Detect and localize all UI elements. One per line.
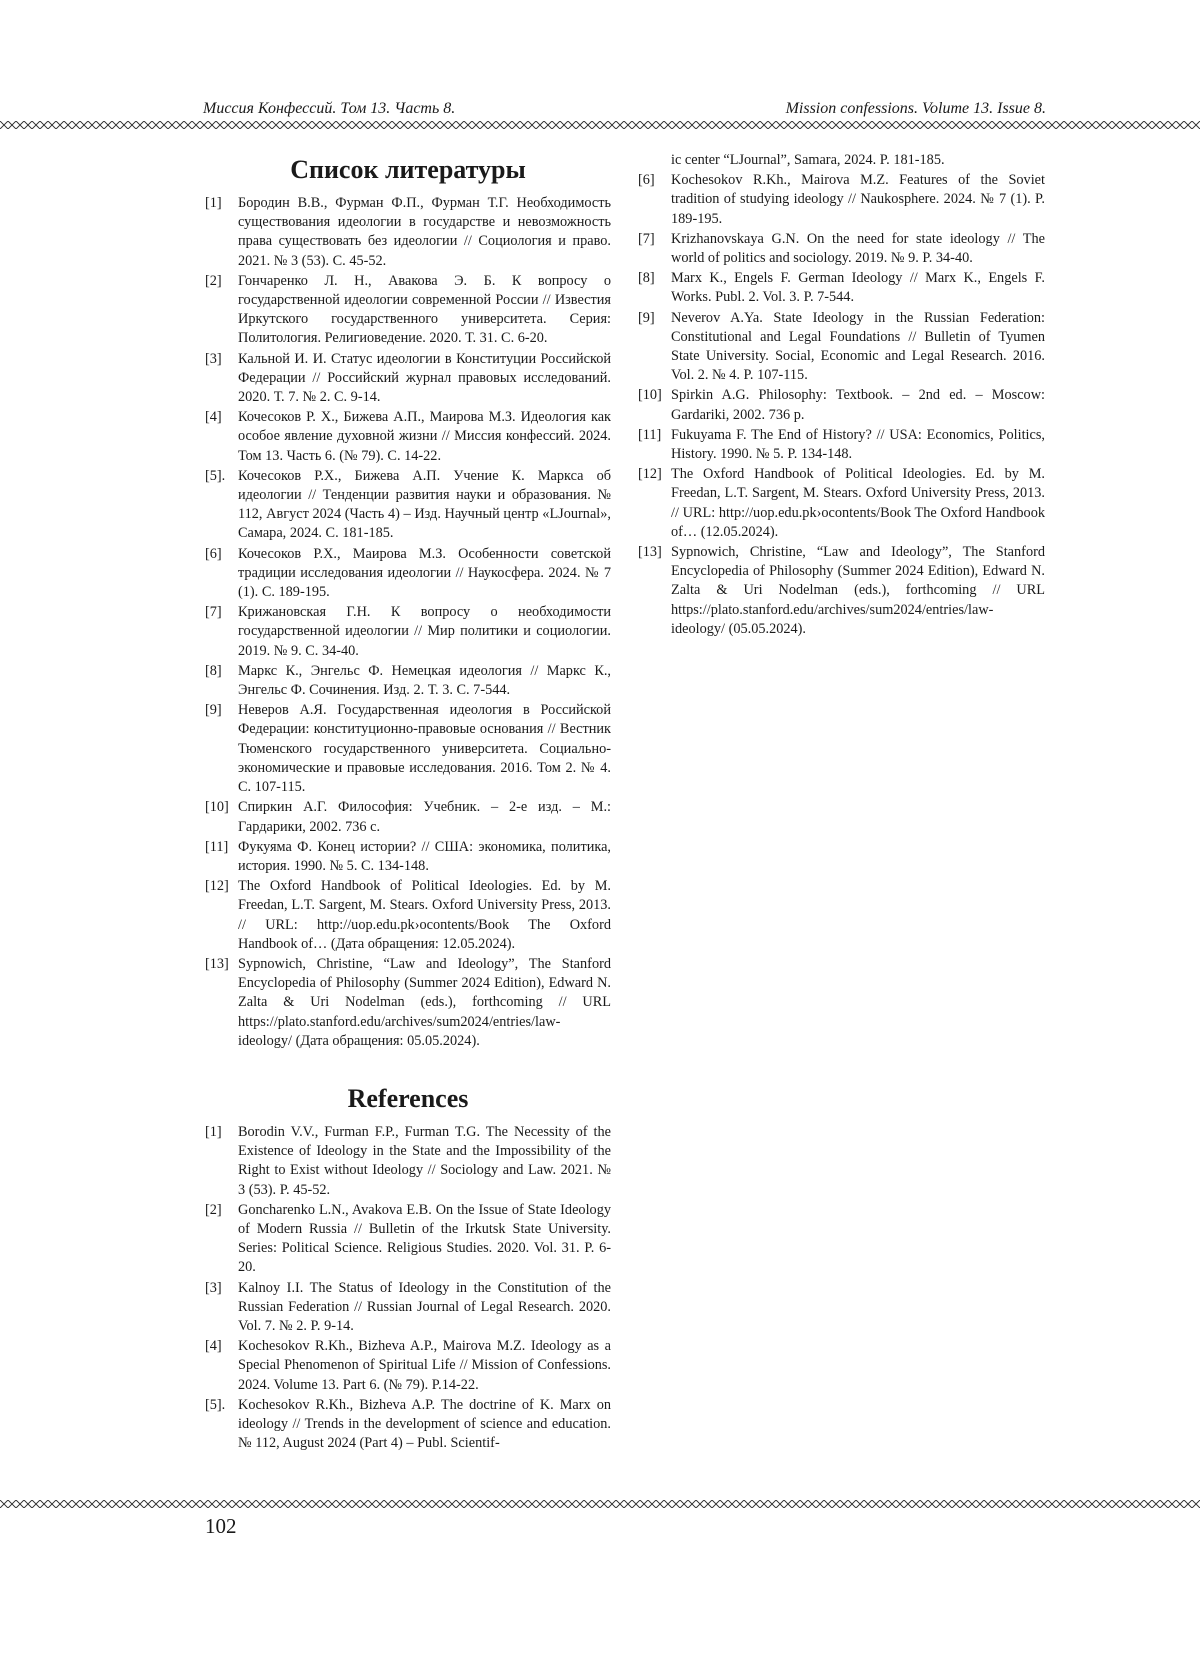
reference-item (638, 465, 1045, 542)
reference-item (205, 1279, 611, 1337)
reference-text: Kalnoy I.I. The Status of Ideology in the Constitution of the Russian Federation // Russian Journal of Legal Research. 2020. Vol. 7. № 2. P. 9-14. (238, 1279, 611, 1334)
reference-item (205, 272, 611, 349)
decorative-border-top (0, 121, 1200, 129)
reference-item (205, 350, 611, 408)
reference-item (205, 545, 611, 603)
left-column (205, 150, 611, 1454)
reference-number: [11] (638, 426, 662, 443)
reference-number: [9] (205, 702, 222, 719)
reference-item (638, 426, 1045, 464)
reference-text: Кочесоков Р.Х., Бижева А.П. Учение К. Маркса об идеологии // Тенденции развития науки и образования. № 112, Август 2024 (Часть 4) – Изд. Научный центр «LJournal», Самара, 2024. С. 181-185. (238, 467, 611, 542)
reference-item (205, 467, 611, 544)
reference-item (205, 1396, 611, 1454)
reference-item (205, 701, 611, 797)
reference-text: Спиркин А.Г. Философия: Учебник. – 2-е изд. – М.: Гардарики, 2002. 736 с. (238, 799, 611, 835)
reference-text: Borodin V.V., Furman F.P., Furman T.G. The Necessity of the Existence of Ideology in the State and the Impossibility of the Right to Exist without Ideology // Sociology and Law. 2021. № 3 (53). P. 45-52. (238, 1123, 611, 1198)
reference-number: [1] (205, 195, 222, 211)
reference-item (638, 543, 1045, 639)
reference-item (205, 1123, 611, 1200)
reference-item (205, 1337, 611, 1395)
reference-text: Kochesokov R.Kh., Bizheva A.P., Mairova M.Z. Ideology as a Special Phenomenon of Spiritual Life // Mission of Confessions. 2024. Volume 13. Part 6. (№ 79). P.14-22. (238, 1338, 611, 1393)
reference-text: Фукуяма Ф. Конец истории? // США: экономика, политика, история. 1990. № 5. С. 134-148. (238, 838, 611, 874)
reference-text: Неверов А.Я. Государственная идеология в Российской Федерации: конституционно-правовые основания // Вестник Тюменского государственного университета. Социально-экономические и правовые исследования. 2016. Том 2. № 4. С. 107-115. (238, 702, 611, 796)
reference-number: [6] (205, 545, 222, 562)
reference-text: Sypnowich, Christine, “Law and Ideology”, The Stanford Encyclopedia of Philosophy (Summer 2024 Edition), Edward N. Zalta & Uri Nodelman (eds.), forthcoming // URL https://plato.stanford.edu/archives/sum2024/entries/law-ideology/ (Дата обращения: 05.05.2024). (238, 955, 611, 1049)
reference-number: [10] (205, 799, 229, 816)
reference-number: [6] (638, 172, 655, 189)
reference-number: [11] (205, 838, 229, 855)
reference-item (205, 408, 611, 466)
header-journal-ru: Миссия Конфессий. Том 13. Часть 8. (203, 100, 456, 117)
reference-number: [1] (205, 1123, 222, 1140)
reference-number: [7] (638, 230, 655, 247)
references-heading-en: References (347, 1083, 469, 1113)
reference-continuation: ic center “LJournal”, Samara, 2024. P. 181-185. (671, 152, 945, 168)
reference-text: Goncharenko L.N., Avakova E.B. On the Issue of State Ideology of Modern Russia // Bulletin of the Irkutsk State University. Series: Political Science. Religious Studies. 2020. Vol. 31. P. 6-20. (238, 1201, 611, 1276)
reference-text: Fukuyama F. The End of History? // USA: Economics, Politics, History. 1990. № 5. P. 134-148. (671, 426, 1045, 463)
reference-text: Kochesokov R.Kh., Bizheva A.P. The doctrine of K. Marx on ideology // Trends in the development of science and education. № 112, August 2024 (Part 4) – Publ. Scientif- (238, 1396, 611, 1452)
reference-number: [8] (205, 662, 222, 679)
reference-number: [5]. (205, 1396, 226, 1413)
reference-text: The Oxford Handbook of Political Ideologies. Ed. by M. Freedan, L.T. Sargent, M. Stears. Oxford University Press, 2013. // URL: http://uop.edu.pk›ocontents/Book The Oxford Handbook of… (12.05.2024). (671, 466, 1045, 540)
reference-number: [3] (205, 1279, 222, 1296)
right-column (638, 151, 1045, 640)
reference-item (638, 269, 1045, 307)
reference-text: Маркс К., Энгельс Ф. Немецкая идеология // Маркс К., Энгельс Ф. Сочинения. Изд. 2. Т. 3. С. 7-544. (238, 662, 611, 699)
references-list-en-left (205, 1123, 611, 1453)
reference-item (205, 194, 611, 271)
reference-number: [9] (638, 309, 655, 326)
reference-item (638, 171, 1045, 229)
reference-text: Sypnowich, Christine, “Law and Ideology”, The Stanford Encyclopedia of Philosophy (Summer 2024 Edition), Edward N. Zalta & Uri Nodelman (eds.), forthcoming // URL https://plato.stanford.edu/archives/sum2024/entries/law-ideology/ (05.05.2024). (671, 544, 1045, 637)
reference-text: Spirkin A.G. Philosophy: Textbook. – 2nd ed. – Moscow: Gardariki, 2002. 736 p. (671, 387, 1045, 423)
reference-number: [10] (638, 387, 662, 404)
reference-item (638, 386, 1045, 424)
reference-text: Kochesokov R.Kh., Mairova M.Z. Features of the Soviet tradition of studying ideology // Naukosphere. 2024. № 7 (1). P. 189-195. (671, 172, 1045, 227)
reference-item (205, 603, 611, 661)
reference-text: Кочесоков Р. Х., Бижева А.П., Маирова М.З. Идеология как особое явление духовной жизни // Миссия конфессий. 2024. Том 13. Часть 6. (№ 79). С. 14-22. (238, 409, 611, 464)
reference-text: Krizhanovskaya G.N. On the need for state ideology // The world of politics and sociology. 2019. № 9. P. 34-40. (671, 230, 1045, 267)
reference-text: Крижановская Г.Н. К вопросу о необходимости государственной идеологии // Мир политики и социологии. 2019. № 9. С. 34-40. (238, 604, 611, 659)
reference-number: [12] (638, 466, 662, 483)
reference-text: Кальной И. И. Статус идеологии в Конституции Российской Федерации // Российский журнал правовых исследований. 2020. Т. 7. № 2. С. 9-14. (238, 350, 611, 406)
reference-item (205, 955, 611, 1051)
page-number: 102 (205, 1514, 237, 1538)
reference-item (205, 798, 611, 836)
reference-number: [5]. (205, 467, 226, 484)
reference-number: [4] (205, 1338, 222, 1355)
reference-number: [12] (205, 878, 229, 895)
reference-number: [13] (638, 544, 662, 561)
reference-text: The Oxford Handbook of Political Ideologies. Ed. by M. Freedan, L.T. Sargent, M. Stears. Oxford University Press, 2013. // URL: http://uop.edu.pk›ocontents/Book The Oxford Handbook of… (Дата обращения: 12.05.2024). (238, 878, 611, 952)
reference-item (205, 662, 611, 700)
decorative-border-bottom (0, 1500, 1200, 1508)
reference-item (205, 877, 611, 954)
reference-item (205, 838, 611, 876)
reference-number: [7] (205, 604, 222, 621)
reference-text: Кочесоков Р.Х., Маирова М.З. Особенности советской традиции исследования идеологии // Наукосфера. 2024. № 7 (1). С. 189-195. (238, 545, 611, 601)
running-header (203, 98, 1046, 120)
references-list-en-right (638, 171, 1045, 639)
reference-item (638, 230, 1045, 268)
reference-text: Гончаренко Л. Н., Авакова Э. Б. К вопросу о государственной идеологии современной России // Известия Иркутского государственного университета. Серия: Политология. Религиоведение. 2020. Т. 31. С. 6-20. (238, 272, 611, 347)
reference-text: Бородин В.В., Фурман Ф.П., Фурман Т.Г. Необходимость существования идеологии в государстве и невозможность права существовать без идеологии // Социология и право. 2021. № 3 (53). С. 45-52. (238, 195, 611, 269)
reference-item (205, 1201, 611, 1278)
reference-item (638, 309, 1045, 386)
reference-number: [8] (638, 270, 655, 287)
bibliography-heading-ru: Список литературы (290, 155, 526, 184)
header-journal-en: Mission confessions. Volume 13. Issue 8. (785, 100, 1046, 117)
bibliography-list-ru (205, 194, 611, 1051)
reference-text: Neverov A.Ya. State Ideology in the Russian Federation: Constitutional and Legal Foundations // Bulletin of Tyumen State University. Social, Economic and Legal Research. 2016. Vol. 2. № 4. P. 107-115. (671, 309, 1045, 384)
reference-number: [3] (205, 350, 222, 367)
reference-number: [13] (205, 955, 229, 972)
reference-number: [4] (205, 409, 222, 426)
reference-text: Marx K., Engels F. German Ideology // Marx K., Engels F. Works. Publ. 2. Vol. 3. P. 7-544. (671, 270, 1045, 306)
reference-number: [2] (205, 1201, 222, 1218)
reference-number: [2] (205, 272, 222, 289)
